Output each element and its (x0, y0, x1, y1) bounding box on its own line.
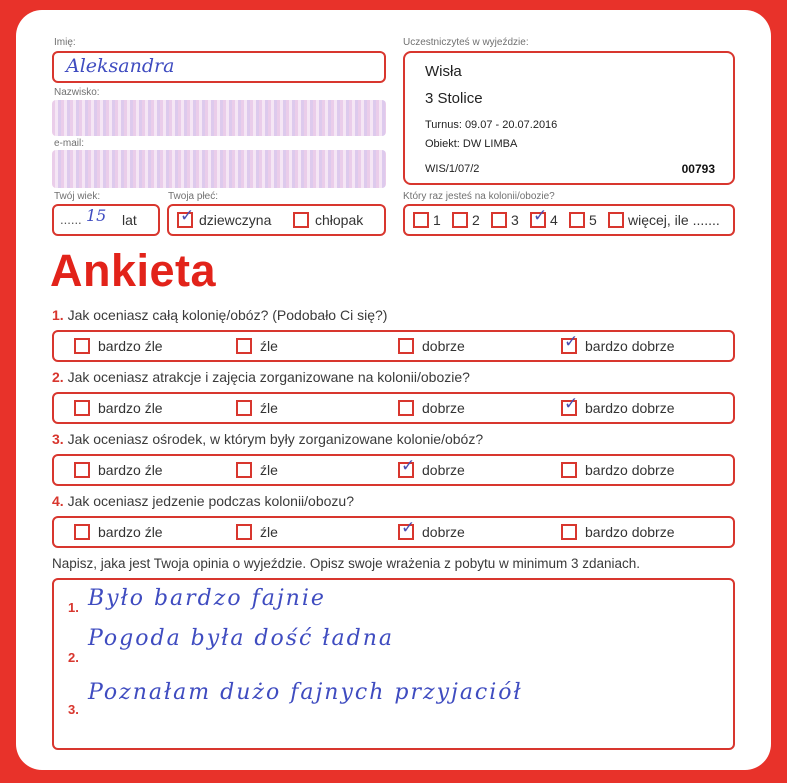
times-option-3: 3 (511, 212, 519, 228)
rating-3-checkbox-bardzo-dobrze[interactable] (561, 462, 577, 478)
rating-option: bardzo źle (98, 524, 163, 540)
check-icon: ✓ (401, 518, 416, 538)
question-4 (52, 493, 354, 509)
times-option-1: 1 (433, 212, 441, 228)
question-2 (52, 369, 470, 385)
rating-option: dobrze (422, 338, 465, 354)
rating-3-checkbox-dobrze[interactable] (398, 456, 416, 478)
survey-sheet (16, 10, 771, 770)
rating-1-checkbox-dobrze[interactable] (398, 338, 414, 354)
rating-option: dobrze (422, 524, 465, 540)
times-field (403, 204, 735, 236)
rating-3-checkbox-zle[interactable] (236, 462, 252, 478)
rating-row-4 (52, 516, 735, 548)
gender-option-boy: chłopak (315, 212, 364, 228)
question-1 (52, 307, 387, 323)
name-field[interactable] (52, 51, 386, 83)
email-field-redacted[interactable] (52, 150, 386, 188)
rating-2-checkbox-dobrze[interactable] (398, 400, 414, 416)
rating-4-checkbox-bardzo-dobrze[interactable] (561, 524, 577, 540)
question-number: 1. (52, 307, 64, 323)
question-number: 3. (52, 431, 64, 447)
name-value: Aleksandra (66, 55, 175, 77)
question-text: Jak oceniasz jedzenie podczas kolonii/obozu? (67, 493, 354, 509)
check-icon: ✓ (533, 206, 548, 226)
question-text: Jak oceniasz atrakcje i zajęcia zorganizowane na kolonii/obozie? (67, 369, 470, 385)
age-value: 15 (86, 206, 107, 225)
age-label: Twój wiek: (54, 191, 101, 202)
opinion-line-number: 1. (68, 600, 79, 615)
times-checkbox-3[interactable] (491, 212, 507, 228)
rating-option: bardzo źle (98, 462, 163, 478)
age-unit: lat (122, 212, 137, 228)
opinion-line-3: Poznałam dużo fajnych przyjaciół (88, 680, 523, 705)
check-icon: ✓ (564, 332, 579, 352)
rating-option: źle (260, 400, 278, 416)
rating-1-checkbox-bardzo-zle[interactable] (74, 338, 90, 354)
gender-checkbox-girl[interactable] (177, 206, 195, 228)
question-text: Jak oceniasz ośrodek, w którym były zorganizowane kolonie/obóz? (67, 431, 484, 447)
trip-title: 3 Stolice (425, 90, 483, 107)
question-number: 2. (52, 369, 64, 385)
question-3 (52, 431, 483, 447)
gender-label: Twoja płeć: (168, 191, 219, 202)
times-label: Który raz jesteś na kolonii/obozie? (403, 191, 555, 202)
rating-4-checkbox-zle[interactable] (236, 524, 252, 540)
gender-field (167, 204, 386, 236)
rating-option: bardzo dobrze (585, 524, 675, 540)
trip-city: Wisła (425, 63, 462, 80)
rating-row-1 (52, 330, 735, 362)
times-option-more: więcej, ile ....... (628, 212, 720, 228)
trip-code: WIS/1/07/2 (425, 163, 480, 175)
times-option-4: 4 (550, 212, 558, 228)
times-checkbox-5[interactable] (569, 212, 585, 228)
rating-option: źle (260, 338, 278, 354)
rating-row-2 (52, 392, 735, 424)
age-field[interactable] (52, 204, 160, 236)
rating-2-checkbox-zle[interactable] (236, 400, 252, 416)
rating-option: bardzo dobrze (585, 400, 675, 416)
opinion-line-number: 2. (68, 650, 79, 665)
participant-label: Uczestniczyteś w wyjeździe: (403, 37, 529, 48)
email-label: e-mail: (54, 138, 85, 149)
question-text: Jak oceniasz całą kolonię/obóz? (Podobało Ci się?) (67, 307, 388, 323)
rating-option: źle (260, 462, 278, 478)
age-dots: ...... (60, 212, 82, 227)
opinion-line-2: Pogoda była dość ładna (88, 626, 394, 651)
rating-1-checkbox-bardzo-dobrze[interactable] (561, 332, 579, 354)
opinion-line-number: 3. (68, 702, 79, 717)
rating-option: bardzo źle (98, 400, 163, 416)
rating-row-3 (52, 454, 735, 486)
times-checkbox-1[interactable] (413, 212, 429, 228)
opinion-textarea[interactable] (52, 578, 735, 750)
question-number: 4. (52, 493, 64, 509)
times-checkbox-more[interactable] (608, 212, 624, 228)
gender-checkbox-boy[interactable] (293, 212, 309, 228)
rating-4-checkbox-bardzo-zle[interactable] (74, 524, 90, 540)
trip-turnus: Turnus: 09.07 - 20.07.2016 (425, 119, 558, 131)
rating-option: źle (260, 524, 278, 540)
survey-title: Ankieta (50, 245, 217, 296)
trip-obiekt: Obiekt: DW LIMBA (425, 138, 518, 150)
opinion-line-1: Było bardzo fajnie (88, 586, 326, 611)
check-icon: ✓ (180, 206, 195, 226)
rating-option: dobrze (422, 462, 465, 478)
rating-option: bardzo dobrze (585, 338, 675, 354)
rating-option: bardzo dobrze (585, 462, 675, 478)
rating-2-checkbox-bardzo-zle[interactable] (74, 400, 90, 416)
surname-field-redacted[interactable] (52, 100, 386, 136)
rating-option: dobrze (422, 400, 465, 416)
trip-info-box (403, 51, 735, 185)
opinion-prompt: Napisz, jaka jest Twoja opinia o wyjeździe. Opisz swoje wrażenia z pobytu w minimum 3 zdaniach. (52, 556, 641, 571)
times-checkbox-4[interactable] (530, 206, 548, 228)
check-icon: ✓ (564, 394, 579, 414)
times-option-2: 2 (472, 212, 480, 228)
trip-number: 00793 (681, 162, 715, 176)
gender-option-girl: dziewczyna (199, 212, 272, 228)
check-icon: ✓ (401, 456, 416, 476)
name-label: Imię: (54, 37, 76, 48)
rating-3-checkbox-bardzo-zle[interactable] (74, 462, 90, 478)
times-option-5: 5 (589, 212, 597, 228)
times-checkbox-2[interactable] (452, 212, 468, 228)
rating-1-checkbox-zle[interactable] (236, 338, 252, 354)
rating-option: bardzo źle (98, 338, 163, 354)
surname-label: Nazwisko: (54, 87, 100, 98)
rating-2-checkbox-bardzo-dobrze[interactable] (561, 394, 579, 416)
rating-4-checkbox-dobrze[interactable] (398, 518, 416, 540)
